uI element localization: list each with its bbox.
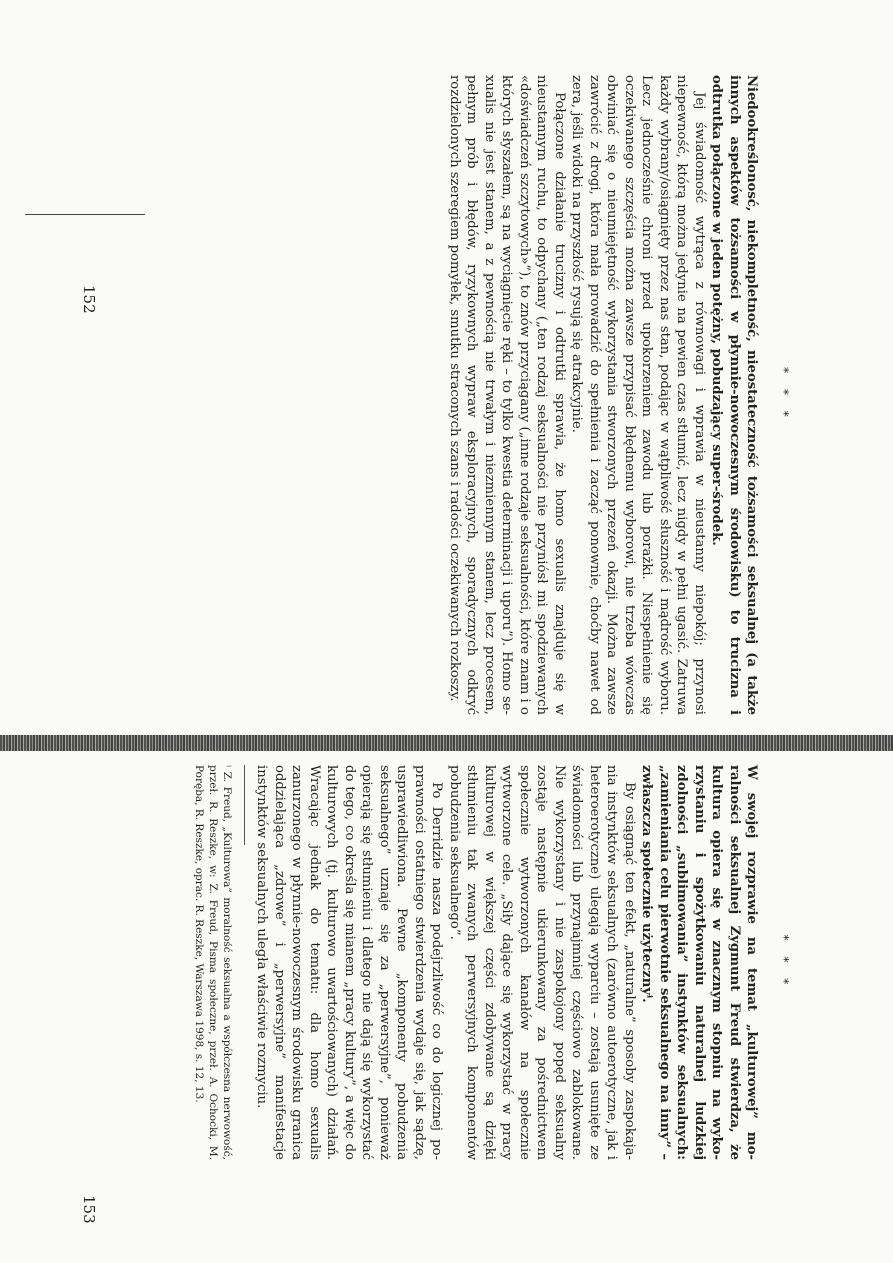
body-paragraph: Po Derridzie nasza podejrzliwość co do logicznej poprawności ostatniego stwierdzenia wydaje się, jak sądzę, usprawiedliwiona. Pewne „komponenty pobudzenia seksualnego” uznaje się za „perwersyjne”, ponieważ opierają się stłumieniu i dlatego nie dają się wykorzystać do tego, co określa się mianem „pracy kultury”, a więc do kulturowych (tj. kulturowo uwartościowanych) działań. Wracając jednak do tematu: dla homo sexualis zanurzonego w płynnie-nowoczesnym środowisku granica oddzielająca „zdrowe” i „perwersyjne” manifestacje instynktów seksualnych uległa właściwie rozmyciu. (254, 765, 445, 1160)
body-paragraph: Połączone działanie trucizny i odtrutki sprawia, że homo sexualis znajduje się w nieustannym ruchu, to odpychany („ten rodzaj seksualności nie przyniósł mi spodziewanych «doświadczeń szczytowych»”), to znów przyciągany („inne rodzaje seksualności, które znam i o których słyszałem, są na wyciągnięcie ręki – to tylko kwestia determinacji i uporu”). Homo sexualis nie jest stanem, a z pewnością nie trwałym i niezmiennym stanem, lecz procesem, pełnym prób i błędów, ryzykownych wypraw eksploracyjnych, sporadycznych odkryć rozdzielonych szeregiem pomyłek, smutku straconych szans i radości oczekiwanych rozkoszy. (447, 75, 567, 715)
book-spine (0, 735, 893, 751)
left-page (446, 75, 793, 715)
body-paragraph: By osiągnąć ten efekt, „naturalne” sposoby zaspokajania instynktów seksualnych (zarówno autoerotyczne, jak i heteroerotyczne) ulegają wyparciu – zostają usunięte ze świadomości lub przynajmniej częściowo zablokowane. Nie wykorzystany i nie zaspokojony popęd seksualny zostaje następnie ukierunkowany za pośrednictwem społecznie wytworzonych kanałów na społecznie wytworzone cele. „Siły dające się wykorzystać w pracy kulturowej w większej części zdobywane są dzięki stłumieniu tak zwanych perwersyjnych komponentów pobudzenia seksualnego”. (447, 765, 637, 1160)
lead-paragraph: W swojej rozprawie na temat „kulturowej” moralności seksualnej Zygmunt Freud stwierdza, że kultura opiera się w znacznym stopniu na wykorzystaniu i spożytkowaniu naturalnej ludzkiej zdolności „sublimowania” instynktów seksualnych: „zamieniania celu pierwotnie seksualnego na inny” – zwłaszcza społecznie użytecznyⁱ. (639, 765, 760, 1160)
right-page (192, 765, 792, 1160)
body-paragraph: Jej świadomość wytrąca z równowagi i wprawia w nieustanny niepokój; przynosi niepewność, którą można jedynie na pewien czas stłumić, lecz nigdy w pełni ugasić. Zatruwa każdy wybrany/osiągnięty przez nas stan, podając w wątpliwość słuszność i mądrość wyboru. Lecz jednocześnie chroni przed upokorzeniem zawodu lub porażki. Niespełnienie się oczekiwanego szczęścia można zawsze przypisać błędnemu wyborowi, nie trzeba wówczas obwiniać się o nieumiejętność wykorzystania stworzonych przezeń okazji. Można zawsze zawrócić z drogi, która mała prowadzić do spełnienia i zacząć ponownie, choćby nawet od zera, jeśli widoki na przyszłość rysują się atrakcyjnie. (569, 75, 707, 715)
scan-mark (25, 214, 145, 215)
page-number: 153 (80, 1195, 98, 1224)
footnote-rule (244, 765, 245, 845)
section-separator: * * * (777, 934, 791, 991)
footnote: ⁱ Z. Freud, „Kulturowa” moralność seksualna a współczesna nerwowość, przeł. R. Reszke, w: Z. Freud, Pisma społeczne, przeł. A. Ochocki, M. Poręba, R. Reszke, oprac. R. Reszke, Warszawa 1998, s. 12, 13. (193, 765, 233, 1160)
section-separator: * * * (777, 367, 791, 423)
page-number: 152 (80, 285, 98, 314)
lead-paragraph: Niedookreślonosć, niekompletność, nieostateczność tożsamości seksualnej (a także innych aspektów tożsamości w płynnie-nowoczesnym środowisku) to trucizna i odtrutka połączone w jeden potężny, pobudzający super-środek. (709, 75, 760, 715)
